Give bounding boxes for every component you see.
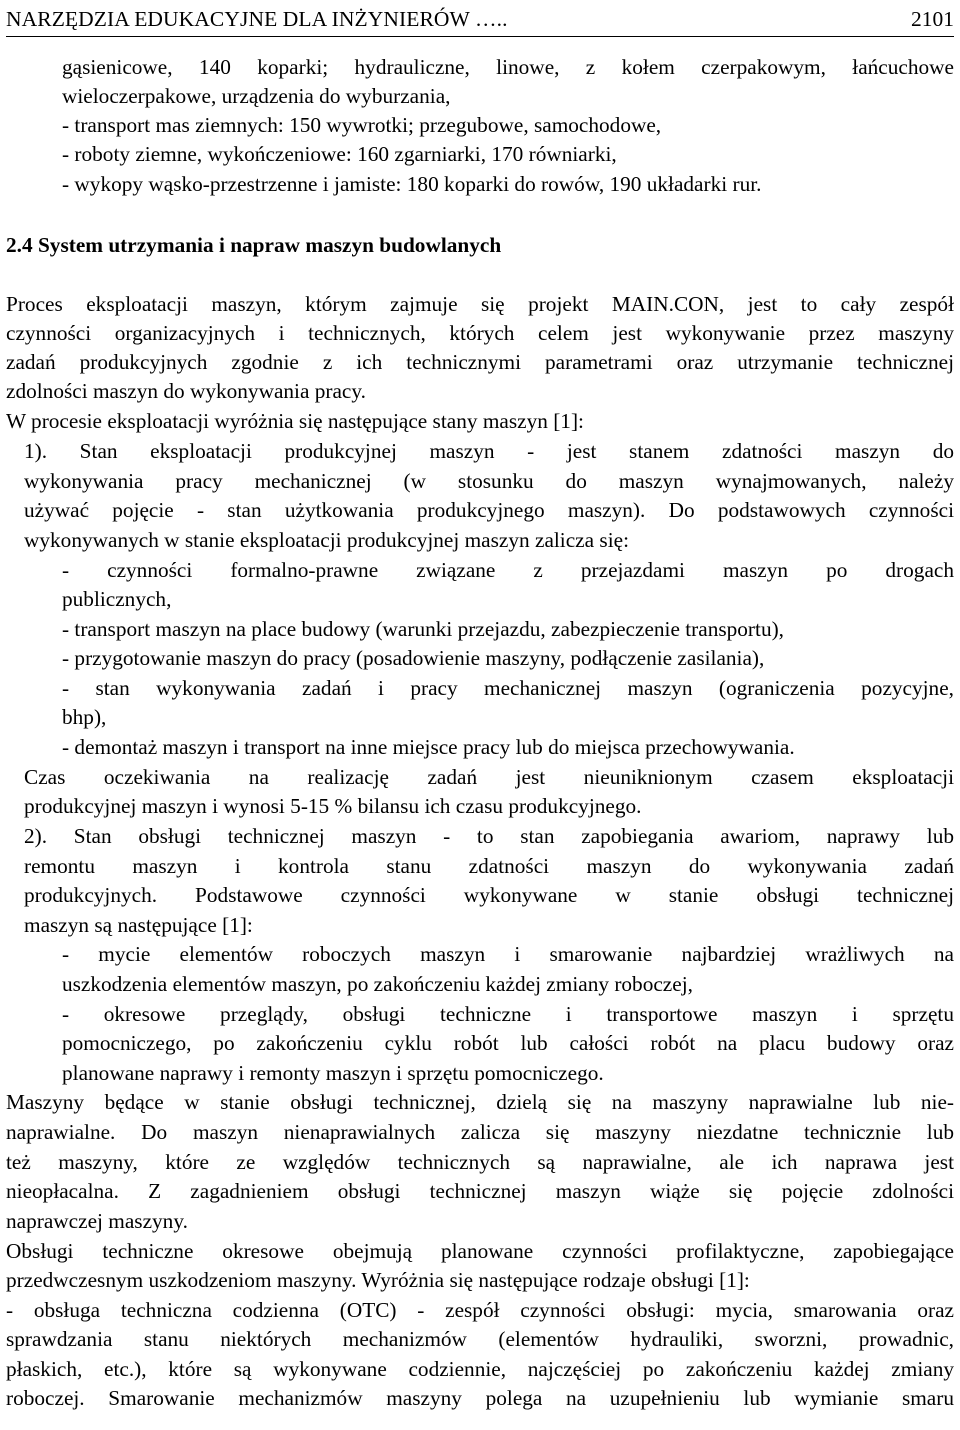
- text-line: naprawczej maszyny.: [6, 1209, 188, 1233]
- text-line: też maszyny, które ze względów technicznych są naprawialne, ale ich naprawa jest: [6, 1150, 954, 1174]
- text-line: - roboty ziemne, wykończeniowe: 160 zgarniarki, 170 równiarki,: [62, 142, 617, 166]
- text-line: - transport maszyn na place budowy (warunki przejazdu, zabezpieczenie transportu),: [62, 617, 785, 641]
- text-line: wieloczerpakowe, urządzenia do wyburzania,: [62, 84, 451, 108]
- text-line: publicznych,: [62, 587, 172, 611]
- text-line: gąsienicowe, 140 koparki; hydrauliczne, linowe, z kołem czerpakowym, łańcuchowe: [62, 55, 954, 79]
- text-line: - okresowe przeglądy, obsługi techniczne i transportowe maszyn i sprzętu: [62, 1002, 954, 1026]
- text-line: - przygotowanie maszyn do pracy (posadowienie maszyny, podłączenie zasilania),: [62, 646, 765, 670]
- text-line: używać pojęcie - stan użytkowania produkcyjnego maszyn). Do podstawowych czynności: [24, 498, 954, 522]
- text-line: - demontaż maszyn i transport na inne miejsce pracy lub do miejsca przechowywania.: [62, 735, 795, 759]
- text-line: - wykopy wąsko-przestrzenne i jamiste: 180 koparki do rowów, 190 układarki rur.: [62, 172, 762, 196]
- page-header: [6, 4, 954, 37]
- page-number: 2101: [911, 7, 954, 31]
- text-line: czynności organizacyjnych i technicznych, których celem jest wykonywanie przez maszyny: [6, 321, 954, 345]
- text-line: 2). Stan obsługi technicznej maszyn - to stan zapobiegania awariom, naprawy lub: [24, 824, 954, 848]
- text-line: produkcyjnej maszyn i wynosi 5-15 % bilansu ich czasu produkcyjnego.: [24, 794, 642, 818]
- text-line: - stan wykonywania zadań i pracy mechanicznej maszyn (ograniczenia pozycyjne,: [62, 676, 954, 700]
- text-line: płaskich, etc.), które są wykonywane codziennie, najczęściej po zakończeniu każdej zmiany: [6, 1357, 954, 1381]
- text-line: zadań produkcyjnych zgodnie z ich technicznymi parametrami oraz utrzymanie technicznej: [6, 350, 954, 374]
- text-line: wykonywanych w stanie eksploatacji produkcyjnej maszyn zalicza się:: [24, 528, 629, 552]
- section-heading: 2.4 System utrzymania i napraw maszyn budowlanych: [6, 233, 502, 257]
- text-line: 1). Stan eksploatacji produkcyjnej maszyn - jest stanem zdatności maszyn do: [24, 439, 954, 463]
- text-line: naprawialne. Do maszyn nienaprawialnych zalicza się maszyny niezdatne technicznie lub: [6, 1120, 954, 1144]
- text-line: przedwczesnym uszkodzeniom maszyny. Wyróżnia się następujące rodzaje obsługi [1]:: [6, 1268, 750, 1292]
- text-line: W procesie eksploatacji wyróżnia się następujące stany maszyn [1]:: [6, 409, 584, 433]
- text-line: Proces eksploatacji maszyn, którym zajmuje się projekt MAIN.CON, jest to cały zespół: [6, 292, 954, 316]
- text-line: pomocniczego, po zakończeniu cyklu robót lub całości robót na placu budowy oraz: [62, 1031, 954, 1055]
- text-line: nieopłacalna. Z zagadnieniem obsługi technicznej maszyn wiąże się pojęcie zdolności: [6, 1179, 954, 1203]
- text-line: zdolności maszyn do wykonywania pracy.: [6, 379, 366, 403]
- text-line: remontu maszyn i kontrola stanu zdatności maszyn do wykonywania zadań: [24, 854, 954, 878]
- text-line: Czas oczekiwania na realizację zadań jest nieuniknionym czasem eksploatacji: [24, 765, 954, 789]
- text-line: - obsługa techniczna codzienna (OTC) - zespół czynności obsługi: mycia, smarowania oraz: [6, 1298, 954, 1322]
- text-line: sprawdzania stanu niektórych mechanizmów (elementów hydrauliki, sworzni, prowadnic,: [6, 1327, 954, 1351]
- text-line: maszyn są następujące [1]:: [24, 913, 253, 937]
- text-line: wykonywania pracy mechanicznej (w stosunku do maszyn wynajmowanych, należy: [24, 469, 954, 493]
- text-line: planowane naprawy i remonty maszyn i sprzętu pomocniczego.: [62, 1061, 604, 1085]
- text-line: roboczej. Smarowanie mechanizmów maszyny polega na uzupełnieniu lub wymianie smaru: [6, 1386, 954, 1410]
- text-line: - mycie elementów roboczych maszyn i smarowanie najbardziej wrażliwych na: [62, 942, 954, 966]
- text-line: produkcyjnych. Podstawowe czynności wykonywane w stanie obsługi technicznej: [24, 883, 954, 907]
- text-line: - czynności formalno-prawne związane z przejazdami maszyn po drogach: [62, 558, 954, 582]
- text-line: bhp),: [62, 705, 107, 729]
- text-line: uszkodzenia elementów maszyn, po zakończeniu każdej zmiany roboczej,: [62, 972, 693, 996]
- text-line: Obsługi techniczne okresowe obejmują planowane czynności profilaktyczne, zapobiegające: [6, 1239, 954, 1263]
- header-title: NARZĘDZIA EDUKACYJNE DLA INŻYNIERÓW …..: [6, 7, 508, 31]
- text-line: - transport mas ziemnych: 150 wywrotki; przegubowe, samochodowe,: [62, 113, 662, 137]
- text-line: Maszyny będące w stanie obsługi technicznej, dzielą się na maszyny naprawialne lub nie-: [6, 1090, 954, 1114]
